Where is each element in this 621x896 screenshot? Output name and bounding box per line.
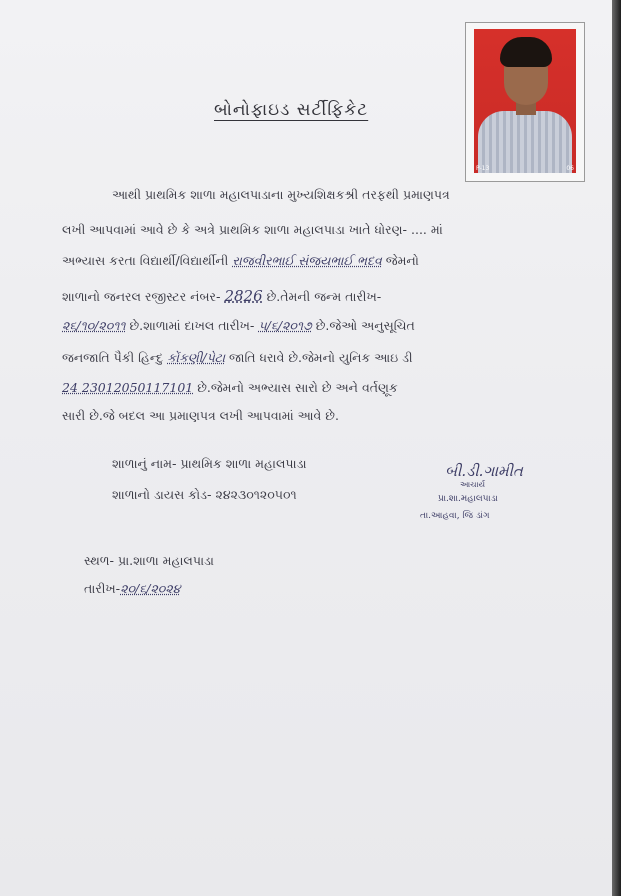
place-line: સ્થળ- પ્રા.શાળા મહાલપાડા <box>84 553 214 568</box>
stamp-line-2: પ્રા.શા.મહાલપાડા <box>438 494 498 504</box>
para-line-8: સારી છે.જે બદલ આ પ્રમાણપત્ર લખી આપવામાં આવે છે. <box>62 408 339 423</box>
para-line-6 <box>62 350 413 366</box>
para-line-1: આથી પ્રાથમિક શાળા મહાલપાડાના મુખ્યશિક્ષકશ્રી તરફથી પ્રમાણપત્ર <box>112 187 450 202</box>
para-line-3-end: જેમનો <box>385 253 419 268</box>
photo-tag-right: 06 <box>566 165 574 172</box>
student-label: અભ્યાસ કરતા વિદ્યાર્થી/વિદ્યાર્થીની <box>62 253 229 268</box>
date-line <box>84 581 180 597</box>
caste-value: કોંકણી/પેટા <box>167 350 226 365</box>
uid-label: જાતિ ધરાવે છે.જેમનો યુનિક આઇ ડી <box>229 350 413 365</box>
para-line-5-end: છે.જેઓ અનુસૂચિત <box>315 318 415 333</box>
student-photo <box>465 22 585 182</box>
admission-label: છે.શાળામાં દાખલ તારીખ- <box>129 318 255 333</box>
dob-label: છે.તેમની જન્મ તારીખ- <box>266 289 382 304</box>
page-edge <box>612 0 621 896</box>
principal-signature: બી.ડી.ગામીત <box>445 462 523 480</box>
date-label: તારીખ- <box>84 581 121 596</box>
unique-id: 24 23012050117101 <box>62 380 194 395</box>
issue-date: ૨૦/૬/૨૦૨૪ <box>120 581 181 596</box>
birth-date: ૨૬/૧૦/૨૦૧૧ <box>62 318 126 333</box>
student-photo-image <box>474 29 576 173</box>
school-name: શાળાનું નામ- પ્રાથમિક શાળા મહાલપાડા <box>112 456 307 471</box>
student-name: રાજવીરભાઈ સંજયભાઈ ભદવ <box>232 253 382 268</box>
register-number: 2826 <box>224 287 263 305</box>
para-line-7-end: છે.જેમનો અભ્યાસ સારો છે અને વર્તણૂક <box>197 380 398 395</box>
certificate-title: બોનોફાઇડ સર્ટીફિકેટ <box>214 100 369 120</box>
para-line-2: લખી આપવામાં આવે છે કે અત્રે પ્રાથમિક શાળા મહાલપાડા ખાતે ધોરણ- .... માં <box>62 222 443 237</box>
photo-tag-left: P-13 <box>476 165 490 172</box>
tribe-label: જનજાતિ પૈકી હિન્દુ <box>62 350 164 365</box>
para-line-4 <box>62 287 381 305</box>
stamp-line-1: આચાર્ય <box>460 480 486 489</box>
para-line-3 <box>62 253 419 269</box>
register-label: શાળાનો જનરલ રજીસ્ટર નંબર- <box>62 289 221 304</box>
school-dise-code: શાળાનો ડાયસ કોડ- ૨૪૨૩૦૧૨૦૫૦૧ <box>112 487 297 502</box>
admission-date: ૫/૬/૨૦૧૭ <box>258 318 312 333</box>
para-line-7 <box>62 380 398 396</box>
para-line-5 <box>62 318 415 334</box>
stamp-line-3: તા.આહવા, જિ ડાંગ <box>420 511 490 521</box>
